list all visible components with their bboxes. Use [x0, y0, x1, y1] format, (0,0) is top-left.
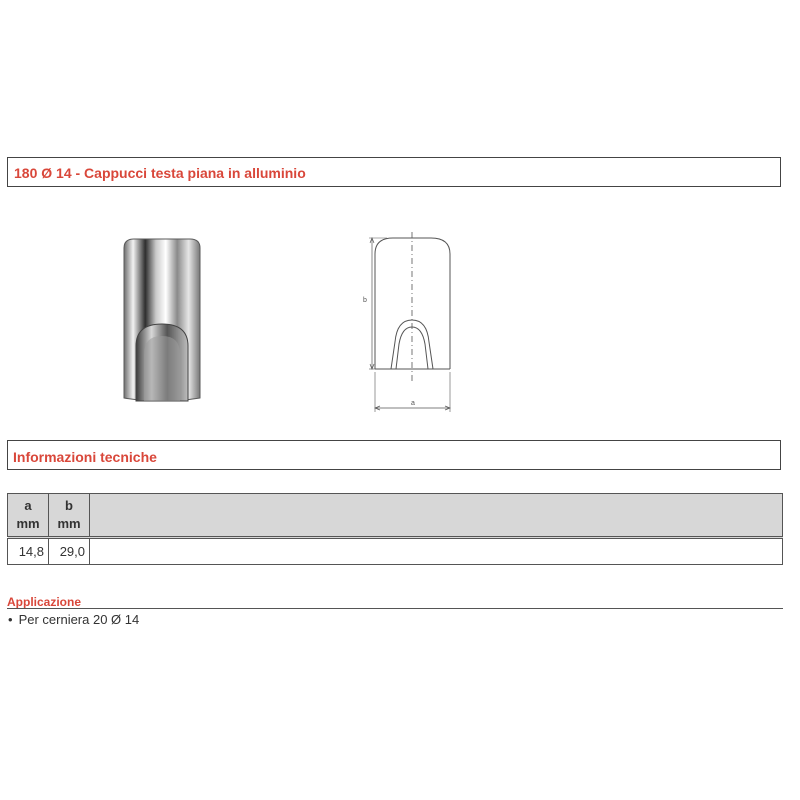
column-header-a [8, 494, 49, 538]
list-item: • Per cerniera 20 Ø 14 [8, 612, 139, 627]
technical-drawing [355, 232, 470, 414]
column-b-name: b [65, 498, 73, 513]
technical-info-box [7, 440, 781, 470]
cell-b: 29,0 [49, 538, 90, 565]
cell-a: 14,8 [8, 538, 49, 565]
cell-empty [90, 538, 783, 565]
dimension-a-label: a [411, 400, 415, 407]
application-list [8, 612, 139, 627]
product-photo [112, 236, 212, 404]
dimension-b-label: b [363, 297, 367, 304]
product-title: 180 Ø 14 - Cappucci testa piana in alluminio [14, 165, 306, 181]
spec-table [7, 493, 783, 565]
column-b-unit: mm [57, 516, 81, 531]
technical-info-title: Informazioni tecniche [13, 449, 157, 465]
application-title: Applicazione [7, 595, 82, 609]
column-a-unit: mm [16, 516, 40, 531]
column-a-name: a [24, 498, 32, 513]
column-header-empty [90, 494, 783, 538]
application-divider [7, 608, 783, 609]
product-title-box [7, 157, 781, 187]
spec-table-header [8, 494, 783, 538]
column-header-b [49, 494, 90, 538]
table-row [8, 538, 783, 565]
